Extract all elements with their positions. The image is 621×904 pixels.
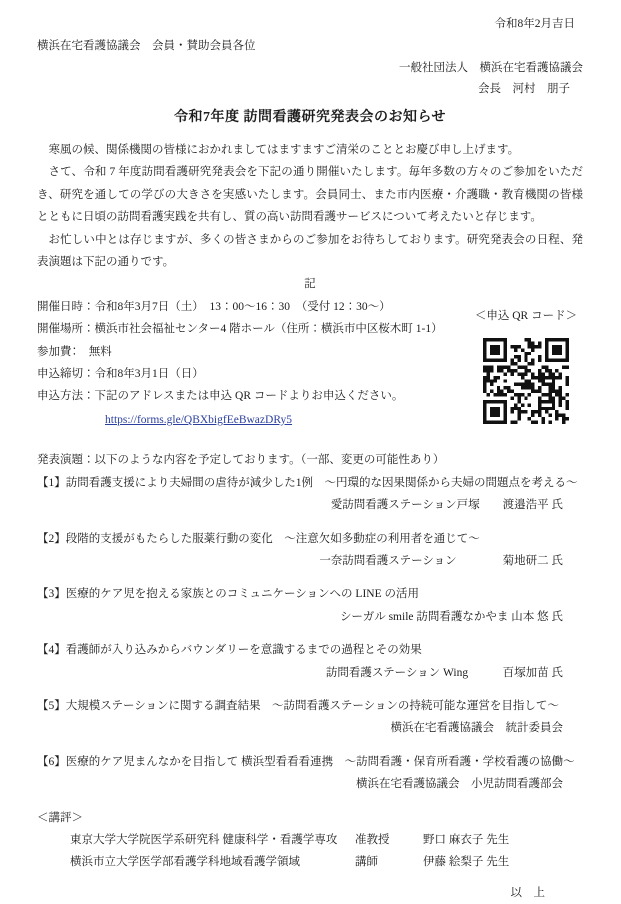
presentation-title: 【2】段階的支援がもたらした服薬行動の変化 ～注意欠如多動症の利用者を通じて～	[37, 532, 480, 545]
presentation-item-3	[37, 583, 583, 628]
presentation-title: 【5】大規模ステーションに関する調査結果 ～訪問看護ステーションの持続可能な運営を目指して～	[37, 699, 559, 712]
presentation-item-4	[37, 639, 583, 684]
closing-mark: 以 上	[510, 886, 545, 899]
paragraph-announcement: さて、令和 7 年度訪問看護研究発表会を下記の通り開催いたします。毎年多数の方々のご参加をいただき、研究を通しての学びの大きさを実感いたします。会員同士、また市内医療・介護職・教育機関の皆様とともに日頃の訪問看護実践を共有し、質の高い訪問看護サービスについて考えたいと存じます。	[37, 166, 583, 224]
issue-date: 令和8年2月吉日	[494, 18, 575, 30]
detail-deadline: 申込締切：令和8年3月1日（日）	[37, 368, 204, 381]
presentation-title: 【6】医療的ケア児まんなかを目指して 横浜型看看看連携 ～訪問看護・保育所看護・学校看護の協働～	[37, 755, 575, 768]
greeting-body	[37, 139, 583, 273]
presentation-list	[37, 472, 583, 796]
presentation-item-1	[37, 472, 583, 517]
presentation-title: 【4】看護師が入り込みからバウンダリーを意識するまでの過程とその効果	[37, 644, 422, 657]
reviewer-name: 野口 麻衣子 先生	[423, 833, 510, 846]
presentation-item-6	[37, 751, 583, 796]
reviewer-role: 講師	[355, 856, 378, 869]
presentation-presenter: 横浜在宅看護協議会 統計委員会	[390, 722, 563, 735]
presentation-item-2	[37, 528, 583, 573]
application-form-link[interactable]: https://forms.gle/QBXbigfEeBwazDRy5	[105, 413, 293, 426]
presentation-presenter: 愛訪問看護ステーション戸塚 渡邉浩平 氏	[330, 499, 563, 512]
organization-line: 一般社団法人 横浜在宅看護協議会	[399, 62, 583, 74]
reviewer-affiliation: 東京大学大学院医学系研究科 健康科学・看護学専攻	[70, 833, 338, 846]
qr-code-image	[483, 338, 569, 424]
reviewer-affiliation: 横浜市立大学医学部看護学科地域看護学領域	[70, 856, 300, 869]
presentation-item-5	[37, 695, 583, 740]
presentation-presenter: 一奈訪問看護ステーション 菊地研二 氏	[319, 554, 563, 567]
record-mark: 記	[304, 278, 316, 291]
recipient-line: 横浜在宅看護協議会 会員・賛助会員各位	[37, 40, 256, 52]
detail-datetime: 開催日時：令和8年3月7日（土） 13：00～16：30 （受付 12：30～）	[37, 300, 391, 313]
review-section	[37, 807, 583, 874]
topics-intro: 発表演題：以下のような内容を予定しております。（一部、変更の可能性あり）	[37, 454, 445, 467]
presentation-presenter: 訪問看護ステーション Wing 百塚加苗 氏	[325, 666, 563, 679]
paragraph-greeting: 寒風の候、関係機関の皆様におかれましてはますますご清栄のこととお慶び申し上げます。	[48, 144, 520, 156]
president-line: 会長 河村 朋子	[478, 83, 570, 95]
presentation-presenter: シーガル smile 訪問看護なかやま 山本 悠 氏	[339, 610, 563, 623]
presentation-title: 【1】訪問看護支援により夫婦間の虐待が減少した1例 ～円環的な因果関係から夫婦の問題点を考える～	[37, 476, 578, 489]
reviewer-row-1	[37, 829, 583, 851]
reviewer-role: 准教授	[355, 833, 390, 846]
event-details	[37, 296, 583, 431]
qr-label: ＜申込 QR コード＞	[474, 309, 578, 322]
detail-fee: 参加費： 無料	[37, 345, 112, 358]
detail-venue: 開催場所：横浜市社会福祉センター4 階ホール（住所：横浜市中区桜木町 1-1）	[37, 323, 443, 336]
qr-block	[471, 308, 581, 429]
paragraph-invitation: お忙しい中とは存じますが、多くの皆さまからのご参加をお待ちしております。研究発表会の日程、発表演題は下記の通りです。	[37, 233, 583, 269]
presentation-title: 【3】医療的ケア児を抱える家族とのコミュニケーションへの LINE の活用	[37, 588, 419, 601]
presentation-presenter: 横浜在宅看護協議会 小児訪問看護部会	[356, 778, 563, 791]
detail-application-method: 申込方法：下記のアドレスまたは申込 QR コードよりお申込ください。	[37, 390, 404, 403]
reviewer-row-2	[37, 851, 583, 873]
page-title: 令和7年度 訪問看護研究発表会のお知らせ	[173, 110, 447, 125]
review-label: ＜講評＞	[37, 811, 83, 824]
reviewer-name: 伊藤 絵梨子 先生	[423, 856, 510, 869]
